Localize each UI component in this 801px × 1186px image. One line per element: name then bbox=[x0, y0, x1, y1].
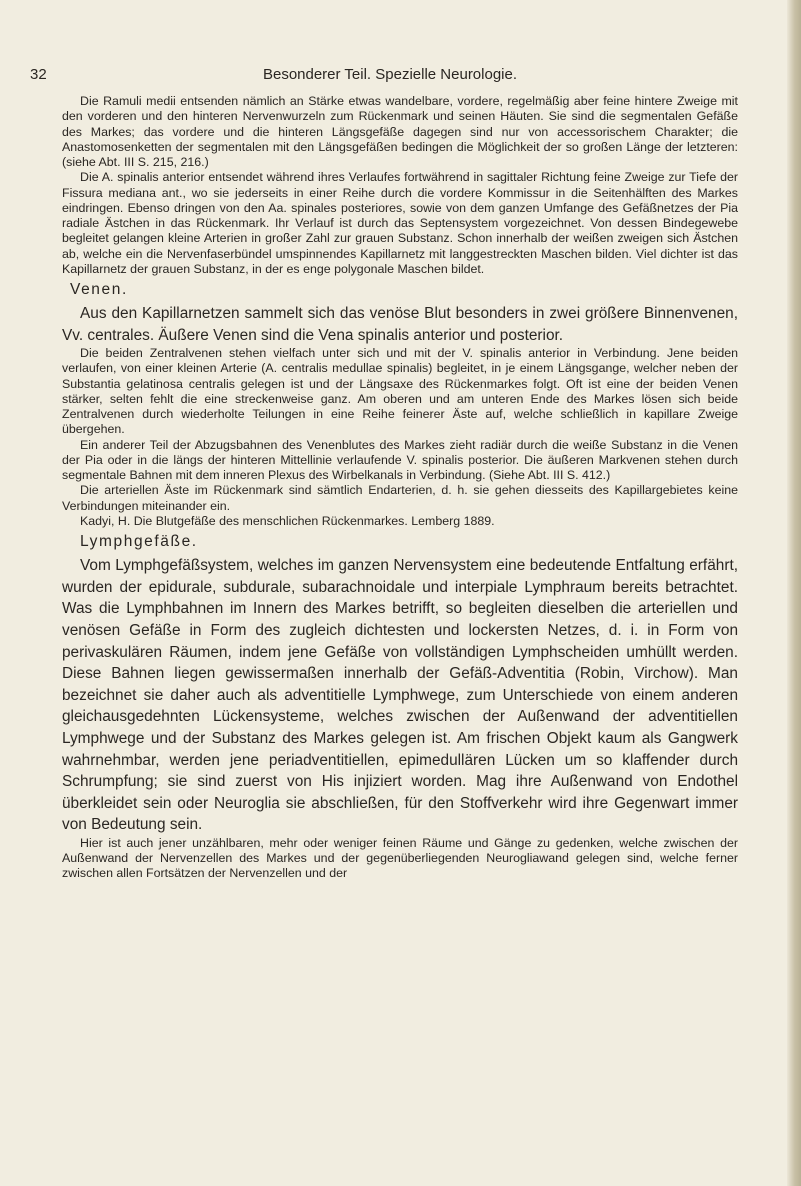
paragraph-spinalis-anterior: Die A. spinalis anterior entsendet während ihres Verlaufes fortwährend in sagittaler Richtung feine Zweige zur Tiefe der Fissura mediana ant., wo sie jederseits in einer Reihe durch die vordere Kommissur in die Seitenhälften des Markes eindringen. Ebenso dringen von den Aa. spinales posteriores, sowie von dem ganzen Umfange des Gefäßnetzes der Pia radiale Ästchen in das Rückenmark. Ihr Verlauf ist durch das Septensystem vorgezeichnet. Von dessen Bindegewebe begleitet gelangen kleine Arterien in großer Zahl zur grauen Substanz. Schon innerhalb der weißen zweigen sich Ästchen ab, welche ein die Nervenfaserbündel umspinnendes Kapillarnetz mit langgestreckten Maschen bilden. Viel dichter ist das Kapillarnetz der grauen Substanz, in der es enge polygonale Maschen bildet. bbox=[62, 170, 738, 276]
page-header bbox=[30, 66, 750, 86]
paragraph-endarterien: Die arteriellen Äste im Rückenmark sind sämtlich Endarterien, d. h. sie gehen diesseits des Kapillargebietes keine Verbindungen miteinander ein. bbox=[62, 483, 738, 513]
paragraph-zentralvenen: Die beiden Zentralvenen stehen vielfach unter sich und mit der V. spinalis anterior in Verbindung. Jene beiden verlaufen, von einer kleinen Arterie (A. centralis medullae spinalis) begleitet, in je einem Längsgange, welcher neben der Substantia gelatinosa centralis gelegen ist und der Längsaxe des Rückenmarkes folgt. Oft ist eine der beiden Venen stärker, selten fehlt die eine streckenweise ganz. Am oberen und am unteren Ende des Markes lösen sich beide Zentralvenen durch wiederholte Teilungen in eine Reihe feinerer Äste auf, welche schließlich in kapillare Zweige übergehen. bbox=[62, 346, 738, 437]
section-heading-venen: Venen. bbox=[70, 281, 128, 298]
reference-kadyi: Kadyi, H. Die Blutgefäße des menschlichen Rückenmarkes. Lemberg 1889. bbox=[80, 513, 495, 528]
paragraph-lymphgefaesssystem: Vom Lymphgefäßsystem, welches im ganzen Nervensystem eine bedeutende Entfaltung erfährt, wurden der epidurale, subdurale, subarachnoidale und interpiale Lymphraum bereits betrachtet. Was die Lymphbahnen im Innern des Markes betrifft, so begleiten dieselben die arteriellen und venösen Gefäße in Form des zugleich dichtesten und lockersten Netzes, d. i. in Form von perivaskulären Räumen, indem jene Gefäße von vollständigen Lymphscheiden umhüllt werden. Diese Bahnen liegen gewissermaßen innerhalb der Gefäß-Adventitia (Robin, Virchow). Man bezeichnet sie daher auch als adventitielle Lymphwege, zum Unterschiede von einem anderen gleichausgedehnten Lückensysteme, welches zwischen der Außenwand der adventitiellen Lymphwege und der Substanz des Markes gelegen ist. Am frischen Objekt kaum als Gangwerk wahrnehmbar, werden jene periadventitiellen, epimedullären Lücken um so klaffender durch Schrumpfung; sie sind zuerst von His injiziert worden. Mag ihre Außenwand von Endothel überkleidet sein oder Neuroglia sie abschließen, für den Stoffverkehr wird ihre Gegenwart immer von Bedeutung sein. bbox=[62, 557, 738, 834]
paragraph-venen-intro: Aus den Kapillarnetzen sammelt sich das venöse Blut besonders in zwei größere Binnenvenen, Vv. centrales. Äußere Venen sind die Vena spinalis anterior und posterior. bbox=[62, 305, 738, 344]
paragraph-ramuli-medii: Die Ramuli medii entsenden nämlich an Stärke etwas wandelbare, vordere, regelmäßig aber feine hintere Zweige mit den vorderen und den hinteren Nervenwurzeln zum Rückenmark und seinen Häuten. Sie sind die segmentalen Gefäße des Markes; das vordere und die hinteren Längsgefäße dagegen sind nur von accessorischem Charakter; die Anastomosenketten der segmentalen mit den Längsgefäßen bedingen die Möglichkeit der so großen Länge der letzteren: (siehe Abt. III S. 215, 216.) bbox=[62, 94, 738, 169]
page-number: 32 bbox=[30, 66, 47, 83]
running-title: Besonderer Teil. Spezielle Neurologie. bbox=[262, 66, 518, 83]
section-heading-lymphgefaesse: Lymphgefäße. bbox=[80, 533, 198, 551]
paragraph-raeume-gaenge: Hier ist auch jener unzählbaren, mehr oder weniger feinen Räume und Gänge zu gedenken, welche zwischen der Außenwand der Nervenzellen des Markes und der gegenüberliegenden Neurogliawand gelegen sind, welche ferner zwischen allen Fortsätzen der Nervenzellen und der bbox=[62, 835, 738, 881]
paragraph-abzugsbahnen: Ein anderer Teil der Abzugsbahnen des Venenblutes des Markes zieht radiär durch die weiße Substanz in die Venen der Pia oder in die längs der hinteren Mittellinie verlaufende V. spinalis posterior. Die äußeren Markvenen stehen durch segmentale Bahnen mit dem inneren Plexus des Wirbelkanals in Verbindung. (Siehe Abt. III S. 412.) bbox=[62, 437, 738, 483]
page-body bbox=[62, 94, 738, 882]
page-edge-shadow bbox=[787, 0, 801, 1186]
